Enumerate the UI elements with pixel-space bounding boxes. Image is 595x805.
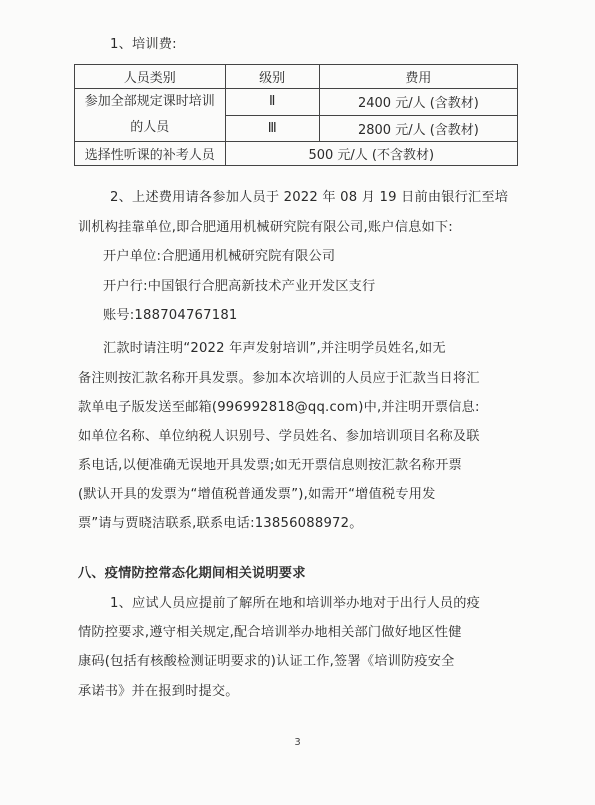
full-course-label-line1: 参加全部规定课时培训 (84, 94, 215, 109)
epidemic-line-1: 1、应试人员应提前了解所在地和培训举办地对于出行人员的疫 (110, 596, 481, 611)
fee-table (74, 64, 518, 166)
epidemic-line-3: 康码(包括有核酸检测证明要求的)认证工作,签署《培训防疫安全 (78, 654, 455, 669)
remittance-line-6: (默认开具的发票为“增值税普通发票”),如需开“增值税专用发 (78, 487, 436, 502)
page-number: 3 (294, 737, 301, 748)
fee-cell: 2400 元/人 (含教材) (319, 89, 517, 116)
fee-cell: 2800 元/人 (含教材) (319, 115, 517, 142)
remittance-line-7: 票”请与贾晓洁联系,联系电话:13856088972。 (78, 516, 363, 531)
table-row (75, 142, 518, 166)
header-category: 人员类别 (75, 65, 226, 89)
header-fee: 费用 (319, 65, 517, 89)
epidemic-heading: 八、疫情防控常态化期间相关说明要求 (78, 566, 306, 581)
retake-category-cell: 选择性听课的补考人员 (75, 142, 226, 166)
payment-line-2: 训机构挂靠单位,即合肥通用机械研究院有限公司,账户信息如下: (78, 220, 453, 235)
bank-name: 开户行:中国银行合肥高新技术产业开发区支行 (103, 279, 376, 294)
table-row (75, 89, 518, 116)
fee-heading: 1、培训费: (110, 37, 177, 52)
full-course-category-cell (75, 89, 226, 142)
remittance-line-4: 如单位名称、单位纳税人识别号、学员姓名、参加培训项目名称及联 (78, 429, 480, 444)
level-cell: Ⅱ (225, 89, 319, 116)
epidemic-line-4: 承诺书》并在报到时提交。 (78, 684, 239, 699)
epidemic-line-2: 情防控要求,遵守相关规定,配合培训举办地相关部门做好地区性健 (78, 625, 462, 640)
remittance-line-2: 备注则按汇款名称开具发票。参加本次培训的人员应于汇款当日将汇 (78, 371, 480, 386)
remittance-line-1: 汇款时请注明“2022 年声发射培训”,并注明学员姓名,如无 (103, 341, 446, 356)
level-cell: Ⅲ (225, 115, 319, 142)
payment-line-1: 2、上述费用请各参加人员于 2022 年 08 月 19 日前由银行汇至培 (110, 190, 509, 205)
table-header-row (75, 65, 518, 89)
account-number: 账号:188704767181 (103, 308, 238, 323)
remittance-line-3: 款单电子版发送至邮箱(996992818@qq.com)中,并注明开票信息: (78, 400, 480, 415)
full-course-label-line2: 的人员 (130, 120, 170, 135)
account-name: 开户单位:合肥通用机械研究院有限公司 (103, 249, 336, 264)
remittance-line-5: 系电话,以便准确无误地开具发票;如无开票信息则按汇款名称开票 (78, 458, 462, 473)
retake-fee-cell: 500 元/人 (不含教材) (225, 142, 517, 166)
header-level: 级别 (225, 65, 319, 89)
